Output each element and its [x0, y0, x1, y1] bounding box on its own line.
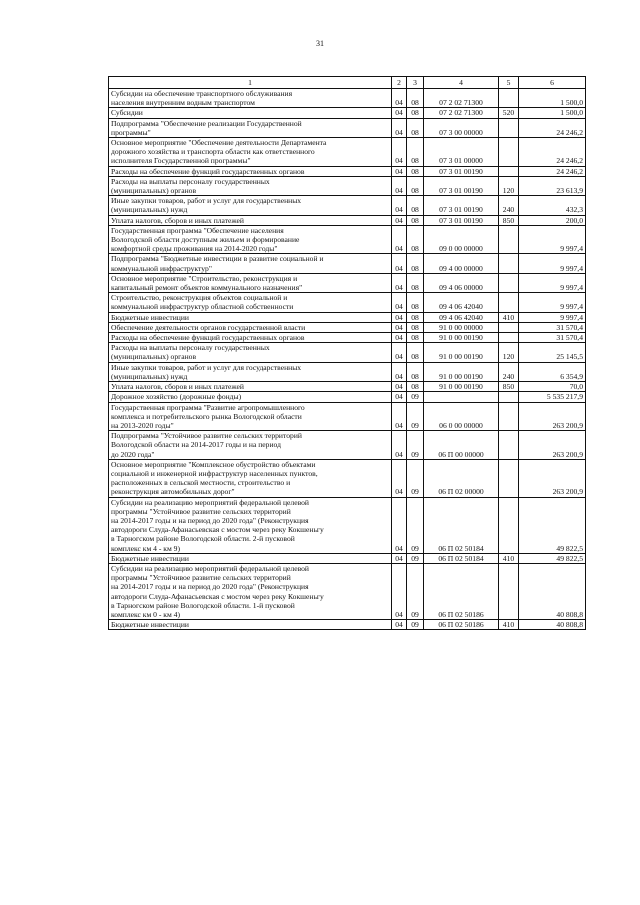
row-name-cell: Обеспечение деятельности органов государственной власти — [109, 322, 392, 332]
row-amount-cell: 9 997,4 — [519, 254, 586, 273]
row-amount-cell: 24 246,2 — [519, 166, 586, 176]
row-amount-cell: 263 200,9 — [519, 402, 586, 431]
row-subsection-cell: 08 — [407, 176, 424, 195]
row-section-cell: 04 — [392, 273, 407, 292]
table-row — [109, 118, 586, 137]
row-name-cell: Бюджетные инвестиции — [109, 620, 392, 630]
row-subsection-cell: 08 — [407, 254, 424, 273]
row-expense-type-cell — [499, 402, 519, 431]
row-name-cell: Бюджетные инвестиции — [109, 312, 392, 322]
row-name-cell: Подпрограмма "Бюджетные инвестиции в развитие социальной и коммунальной инфраструктур" — [109, 254, 392, 273]
table-row — [109, 225, 586, 254]
row-name-cell: Государственная программа "Развитие агропромышленного комплекса и потребительского рынка Вологодской области на 2013-2020 годы" — [109, 402, 392, 431]
column-header-section: 2 — [392, 77, 407, 89]
row-section-cell: 04 — [392, 392, 407, 402]
row-section-cell: 04 — [392, 382, 407, 392]
row-amount-cell: 9 997,4 — [519, 312, 586, 322]
row-section-cell: 04 — [392, 563, 407, 619]
row-expense-type-cell: 240 — [499, 196, 519, 215]
table-row — [109, 553, 586, 563]
row-name-cell: Иные закупки товаров, работ и услуг для государственных (муниципальных) нужд — [109, 362, 392, 381]
column-header-target-article: 4 — [424, 77, 499, 89]
row-expense-type-cell — [499, 254, 519, 273]
row-target-article-cell: 09 4 06 42040 — [424, 312, 499, 322]
row-section-cell: 04 — [392, 312, 407, 322]
row-target-article-cell: 07 3 01 00190 — [424, 166, 499, 176]
row-expense-type-cell: 410 — [499, 620, 519, 630]
row-subsection-cell: 08 — [407, 273, 424, 292]
row-target-article-cell: 09 4 06 00000 — [424, 273, 499, 292]
row-expense-type-cell — [499, 138, 519, 167]
row-target-article-cell: 06 П 02 50186 — [424, 563, 499, 619]
table-row — [109, 620, 586, 630]
row-target-article-cell: 07 3 01 00190 — [424, 196, 499, 215]
column-header-subsection: 3 — [407, 77, 424, 89]
row-section-cell: 04 — [392, 497, 407, 553]
row-section-cell: 04 — [392, 176, 407, 195]
row-amount-cell: 9 997,4 — [519, 225, 586, 254]
row-expense-type-cell: 240 — [499, 362, 519, 381]
row-subsection-cell: 09 — [407, 431, 424, 460]
row-amount-cell: 31 570,4 — [519, 333, 586, 343]
row-expense-type-cell — [499, 293, 519, 312]
row-subsection-cell: 09 — [407, 497, 424, 553]
row-target-article-cell: 09 4 06 42040 — [424, 293, 499, 312]
row-name-cell: Бюджетные инвестиции — [109, 553, 392, 563]
row-expense-type-cell — [499, 497, 519, 553]
row-expense-type-cell — [499, 322, 519, 332]
row-section-cell: 04 — [392, 138, 407, 167]
row-name-cell: Субсидии на обеспечение транспортного обслуживания населения внутренним водным транспортом — [109, 89, 392, 108]
row-name-cell: Основное мероприятие "Комплексное обустройство объектами социальной и инженерной инфраструктур населенных пунктов, расположенных в сельской местности, строительство и реконструкция автомобильных дорог" — [109, 459, 392, 497]
row-target-article-cell: 06 П 00 00000 — [424, 431, 499, 460]
table-row — [109, 392, 586, 402]
row-section-cell: 04 — [392, 620, 407, 630]
table-row — [109, 459, 586, 497]
row-subsection-cell: 08 — [407, 89, 424, 108]
row-section-cell: 04 — [392, 166, 407, 176]
row-amount-cell: 31 570,4 — [519, 322, 586, 332]
row-target-article-cell: 91 0 00 00190 — [424, 343, 499, 362]
table-row — [109, 497, 586, 553]
row-subsection-cell: 08 — [407, 118, 424, 137]
row-name-cell: Основное мероприятие "Обеспечение деятельности Департамента дорожного хозяйства и транспорта области как ответственного исполнителя Государственной программы" — [109, 138, 392, 167]
row-name-cell: Субсидии на реализацию мероприятий федеральной целевой программы "Устойчивое развитие сельских территорий на 2014-2017 годы и на период до 2020 года" (Реконструкция автодороги Слуда-Афанасьевская с мостом через реку Кокшеньгу в Тарногском районе Вологодской области. 1-й пусковой комплекс км 0 - км 4) — [109, 563, 392, 619]
row-expense-type-cell — [499, 118, 519, 137]
row-section-cell: 04 — [392, 215, 407, 225]
row-subsection-cell: 08 — [407, 333, 424, 343]
row-name-cell: Уплата налогов, сборов и иных платежей — [109, 215, 392, 225]
row-amount-cell: 40 808,8 — [519, 620, 586, 630]
table-row — [109, 176, 586, 195]
row-amount-cell: 70,0 — [519, 382, 586, 392]
row-subsection-cell: 09 — [407, 620, 424, 630]
row-subsection-cell: 08 — [407, 312, 424, 322]
row-name-cell: Строительство, реконструкция объектов социальной и коммунальной инфраструктур областной собственности — [109, 293, 392, 312]
row-name-cell: Подпрограмма "Устойчивое развитие сельских территорий Вологодской области на 2014-2017 годы и на период до 2020 года" — [109, 431, 392, 460]
row-name-cell: Расходы на выплаты персоналу государственных (муниципальных) органов — [109, 176, 392, 195]
row-name-cell: Иные закупки товаров, работ и услуг для государственных (муниципальных) нужд — [109, 196, 392, 215]
table-row — [109, 333, 586, 343]
row-expense-type-cell — [499, 392, 519, 402]
row-subsection-cell: 09 — [407, 402, 424, 431]
table-row — [109, 108, 586, 118]
row-amount-cell: 49 822,5 — [519, 553, 586, 563]
row-target-article-cell: 06 П 02 50184 — [424, 553, 499, 563]
row-name-cell: Уплата налогов, сборов и иных платежей — [109, 382, 392, 392]
row-target-article-cell: 09 0 00 00000 — [424, 225, 499, 254]
row-expense-type-cell — [499, 563, 519, 619]
row-subsection-cell: 09 — [407, 459, 424, 497]
row-amount-cell: 25 145,5 — [519, 343, 586, 362]
row-amount-cell: 23 613,9 — [519, 176, 586, 195]
table-row — [109, 431, 586, 460]
row-amount-cell: 24 246,2 — [519, 118, 586, 137]
row-section-cell: 04 — [392, 108, 407, 118]
row-target-article-cell: 07 3 00 00000 — [424, 118, 499, 137]
row-subsection-cell: 08 — [407, 322, 424, 332]
row-target-article-cell: 07 3 01 00190 — [424, 176, 499, 195]
table-row — [109, 382, 586, 392]
row-subsection-cell: 08 — [407, 362, 424, 381]
row-expense-type-cell — [499, 273, 519, 292]
row-target-article-cell: 91 0 00 00000 — [424, 322, 499, 332]
table-row — [109, 362, 586, 381]
column-header-name: 1 — [109, 77, 392, 89]
row-subsection-cell: 09 — [407, 563, 424, 619]
row-name-cell: Субсидии — [109, 108, 392, 118]
row-subsection-cell: 08 — [407, 215, 424, 225]
row-amount-cell: 9 997,4 — [519, 273, 586, 292]
row-expense-type-cell: 850 — [499, 215, 519, 225]
row-target-article-cell: 91 0 00 00190 — [424, 333, 499, 343]
row-subsection-cell: 08 — [407, 293, 424, 312]
row-target-article-cell: 91 0 00 00190 — [424, 382, 499, 392]
row-subsection-cell: 09 — [407, 392, 424, 402]
row-amount-cell: 1 500,0 — [519, 108, 586, 118]
table-row — [109, 254, 586, 273]
table-row — [109, 322, 586, 332]
row-section-cell: 04 — [392, 402, 407, 431]
row-target-article-cell: 07 3 01 00000 — [424, 138, 499, 167]
row-subsection-cell: 08 — [407, 382, 424, 392]
table-row — [109, 273, 586, 292]
row-amount-cell: 263 200,9 — [519, 431, 586, 460]
row-section-cell: 04 — [392, 553, 407, 563]
table-row — [109, 402, 586, 431]
row-section-cell: 04 — [392, 89, 407, 108]
row-target-article-cell: 07 3 01 00190 — [424, 215, 499, 225]
row-expense-type-cell: 120 — [499, 176, 519, 195]
row-target-article-cell: 91 0 00 00190 — [424, 362, 499, 381]
row-expense-type-cell: 850 — [499, 382, 519, 392]
row-section-cell: 04 — [392, 343, 407, 362]
row-target-article-cell: 06 П 02 50186 — [424, 620, 499, 630]
table-row — [109, 563, 586, 619]
row-section-cell: 04 — [392, 322, 407, 332]
column-header-amount: 6 — [519, 77, 586, 89]
row-name-cell: Основное мероприятие "Строительство, реконструкция и капитальный ремонт объектов коммунального назначения" — [109, 273, 392, 292]
row-target-article-cell — [424, 392, 499, 402]
row-target-article-cell: 09 4 00 00000 — [424, 254, 499, 273]
row-subsection-cell: 09 — [407, 553, 424, 563]
row-subsection-cell: 08 — [407, 166, 424, 176]
row-name-cell: Подпрограмма "Обеспечение реализации Государственной программы" — [109, 118, 392, 137]
row-section-cell: 04 — [392, 362, 407, 381]
row-name-cell: Расходы на выплаты персоналу государственных (муниципальных) органов — [109, 343, 392, 362]
table-row — [109, 196, 586, 215]
row-expense-type-cell — [499, 89, 519, 108]
table-row — [109, 293, 586, 312]
row-expense-type-cell: 520 — [499, 108, 519, 118]
row-expense-type-cell: 410 — [499, 312, 519, 322]
row-target-article-cell: 06 0 00 00000 — [424, 402, 499, 431]
row-expense-type-cell — [499, 225, 519, 254]
row-amount-cell: 432,3 — [519, 196, 586, 215]
table-body — [109, 89, 586, 630]
table-row — [109, 343, 586, 362]
row-section-cell: 04 — [392, 459, 407, 497]
table-row — [109, 166, 586, 176]
budget-table — [108, 76, 586, 630]
table-row — [109, 138, 586, 167]
row-subsection-cell: 08 — [407, 196, 424, 215]
row-section-cell: 04 — [392, 431, 407, 460]
row-expense-type-cell — [499, 431, 519, 460]
row-target-article-cell: 06 П 02 00000 — [424, 459, 499, 497]
column-header-expense-type: 5 — [499, 77, 519, 89]
row-name-cell: Расходы на обеспечение функций государственных органов — [109, 333, 392, 343]
row-amount-cell: 40 808,8 — [519, 563, 586, 619]
row-target-article-cell: 07 2 02 71300 — [424, 89, 499, 108]
row-expense-type-cell: 410 — [499, 553, 519, 563]
row-amount-cell: 24 246,2 — [519, 138, 586, 167]
row-name-cell: Субсидии на реализацию мероприятий федеральной целевой программы "Устойчивое развитие сельских территорий на 2014-2017 годы и на период до 2020 года" (Реконструкция автодороги Слуда-Афанасьевская с мостом через реку Кокшеньгу в Тарногском районе Вологодской области. 2-й пусковой комплекс км 4 - км 9) — [109, 497, 392, 553]
row-subsection-cell: 08 — [407, 138, 424, 167]
row-section-cell: 04 — [392, 118, 407, 137]
row-section-cell: 04 — [392, 293, 407, 312]
row-section-cell: 04 — [392, 225, 407, 254]
row-amount-cell: 49 822,5 — [519, 497, 586, 553]
row-expense-type-cell — [499, 459, 519, 497]
table-row — [109, 312, 586, 322]
row-subsection-cell: 08 — [407, 343, 424, 362]
row-amount-cell: 263 200,9 — [519, 459, 586, 497]
row-amount-cell: 6 354,9 — [519, 362, 586, 381]
row-section-cell: 04 — [392, 196, 407, 215]
row-section-cell: 04 — [392, 333, 407, 343]
row-expense-type-cell — [499, 166, 519, 176]
row-amount-cell: 9 997,4 — [519, 293, 586, 312]
page-number: 31 — [316, 39, 324, 48]
row-name-cell: Дорожное хозяйство (дорожные фонды) — [109, 392, 392, 402]
row-amount-cell: 5 535 217,9 — [519, 392, 586, 402]
row-name-cell: Расходы на обеспечение функций государственных органов — [109, 166, 392, 176]
table-row — [109, 215, 586, 225]
row-subsection-cell: 08 — [407, 225, 424, 254]
row-target-article-cell: 07 2 02 71300 — [424, 108, 499, 118]
row-expense-type-cell — [499, 333, 519, 343]
row-amount-cell: 1 500,0 — [519, 89, 586, 108]
row-amount-cell: 200,0 — [519, 215, 586, 225]
table-row — [109, 89, 586, 108]
row-subsection-cell: 08 — [407, 108, 424, 118]
row-name-cell: Государственная программа "Обеспечение населения Вологодской области доступным жильем и формирование комфортной среды проживания на 2014-2020 годы" — [109, 225, 392, 254]
row-expense-type-cell: 120 — [499, 343, 519, 362]
table-header-row — [109, 77, 586, 89]
row-target-article-cell: 06 П 02 50184 — [424, 497, 499, 553]
row-section-cell: 04 — [392, 254, 407, 273]
